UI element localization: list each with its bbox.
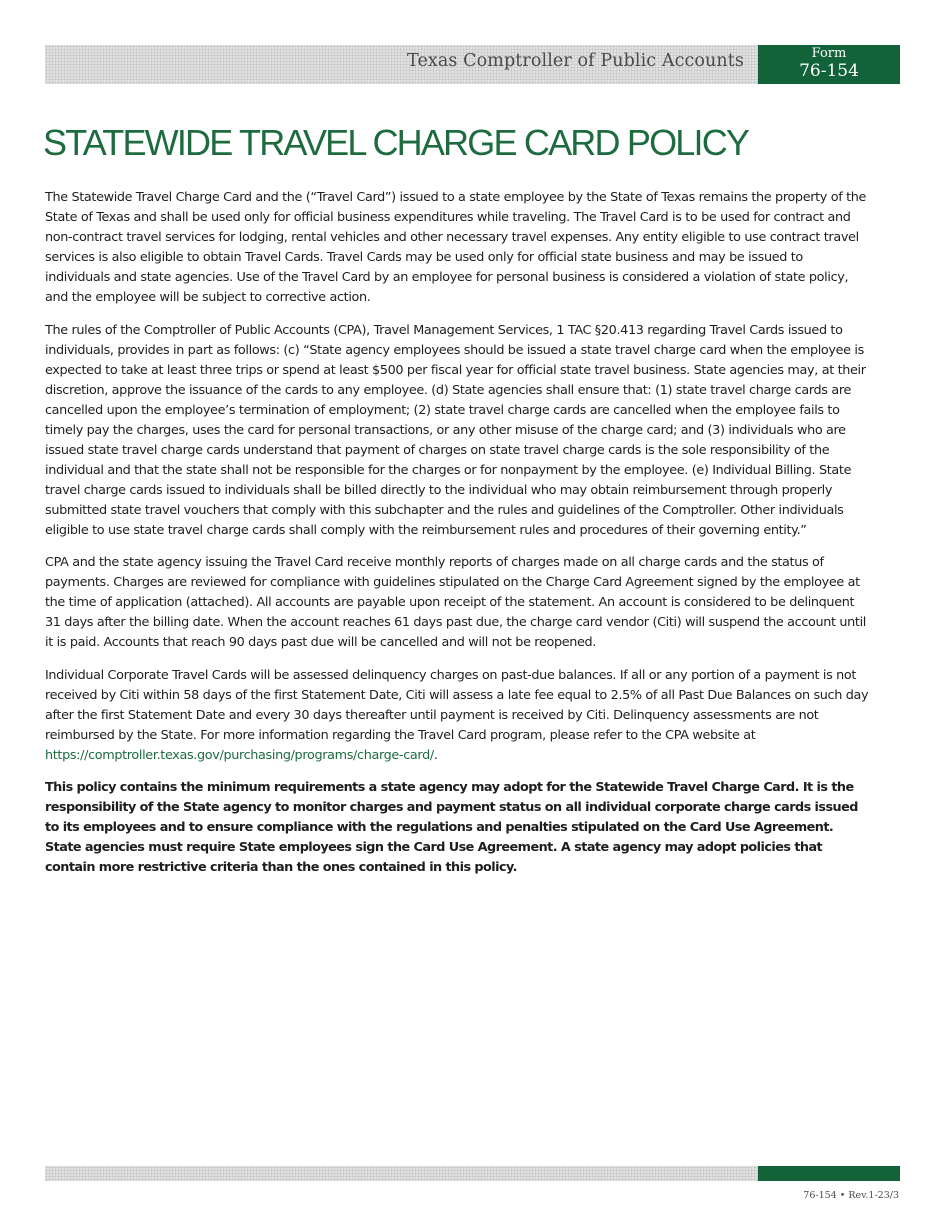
header-band xyxy=(45,45,758,84)
form-label: Form xyxy=(811,46,847,61)
footer-form-code: 76-154 • Rev.1-23/3 xyxy=(803,1190,899,1201)
policy-body xyxy=(45,188,871,891)
delinquency-text: Individual Corporate Travel Cards will be assessed delinquency charges on past-due balances. If all or any portion of a payment is not received by Citi within 58 days of the first Statement Date, Citi will assess a late fee equal to 2.5% of all Past Due Balances on such day after the first Statement Date and every 30 days thereafter until payment is received by Citi. Delinquency assessments are not reimbursed by the State. For more information regarding the Travel Card program, please refer to the CPA website at xyxy=(45,667,869,743)
cpa-website-link[interactable]: https://comptroller.texas.gov/purchasing/programs/charge-card/ xyxy=(45,747,434,763)
paragraph-ownership: The Statewide Travel Charge Card and the (“Travel Card”) issued to a state employee by the State of Texas remains the property of the State of Texas and shall be used only for official business expenditures while traveling. The Travel Card is to be used for contract and non-contract travel services for lodging, rental vehicles and other necessary travel expenses. Any entity eligible to use contract travel services is also eligible to obtain Travel Cards. Travel Cards may be used only for official state business and may be issued to individuals and state agencies. Use of the Travel Card by an employee for personal business is considered a violation of state policy, and the employee will be subject to corrective action. xyxy=(45,190,867,305)
footer-green-block xyxy=(758,1166,900,1181)
page-title: STATEWIDE TRAVEL CHARGE CARD POLICY xyxy=(43,122,749,163)
footer-band xyxy=(45,1166,758,1181)
form-number-box xyxy=(758,45,900,84)
delinquency-end: . xyxy=(433,747,438,763)
paragraph-minimum-requirements: This policy contains the minimum requirements a state agency may adopt for the Statewide Travel Charge Card. It is the responsibility of the State agency to monitor charges and payment status on all individual corporate charge cards issued to its employees and to ensure compliance with the regulations and penalties stipulated on the Card Use Agreement. State agencies must require State employees sign the Card Use Agreement. A state agency may adopt policies that contain more restrictive criteria than the ones contained in this policy. xyxy=(45,780,858,875)
paragraph-cpa-rules: The rules of the Comptroller of Public Accounts (CPA), Travel Management Services, 1 TAC §20.413 regarding Travel Cards issued to individuals, provides in part as follows: (c) “State agency employees should be issued a state travel charge card when the employee is expected to take at least three trips or spend at least $500 per fiscal year for official state travel business. State agencies may, at their discretion, approve the issuance of the cards to any employee. (d) State agencies shall ensure that: (1) state travel charge cards are cancelled upon the employee’s termination of employment; (2) state travel charge cards are cancelled when the employee fails to timely pay the charges, uses the card for personal transactions, or any other misuse of the charge card; and (3) individuals who are issued state travel charge cards understand that payment of charges on state travel charge cards is the sole responsibility of the individual and that the state shall not be responsible for the charges or for nonpayment by the employee. (e) Individual Billing. State travel charge cards issued to individuals shall be billed directly to the individual who may obtain reimbursement through properly submitted state travel vouchers that comply with this subchapter and the rules and guidelines of the Comptroller. Other individuals eligible to use state travel charge cards shall comply with the reimbursement rules and procedures of their governing entity.” xyxy=(45,322,866,538)
form-number: 76-154 xyxy=(799,61,859,81)
agency-name: Texas Comptroller of Public Accounts xyxy=(407,51,744,71)
paragraph-monthly-reports: CPA and the state agency issuing the Travel Card receive monthly reports of charges made on all charge cards and the status of payments. Charges are reviewed for compliance with guidelines stipulated on the Charge Card Agreement signed by the employee at the time of application (attached). All accounts are payable upon receipt of the statement. An account is considered to be delinquent 31 days after the billing date. When the account reaches 61 days past due, the charge card vendor (Citi) will suspend the account until it is paid. Accounts that reach 90 days past due will be cancelled and will not be reopened. xyxy=(45,555,867,650)
paragraph-delinquency xyxy=(45,666,871,766)
